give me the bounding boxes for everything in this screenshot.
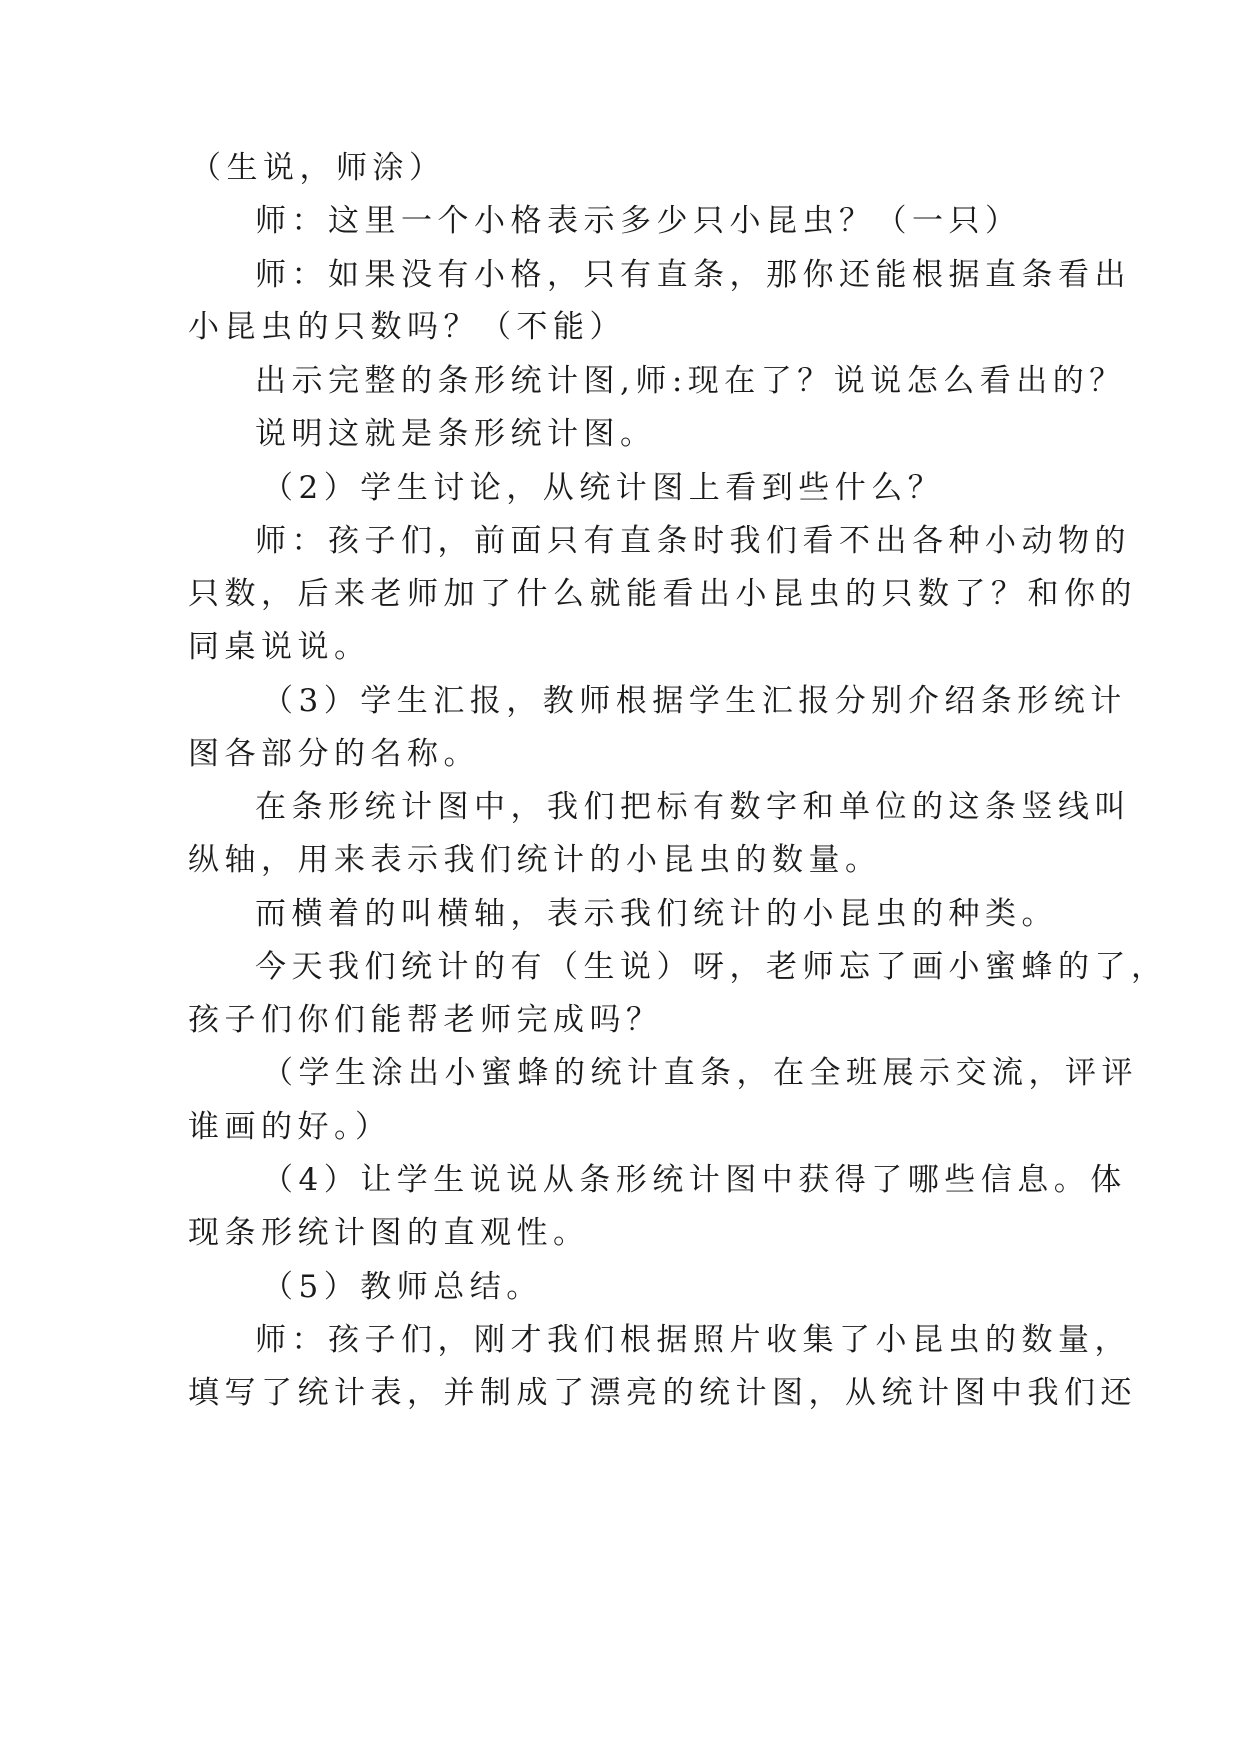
text-line: 孩子们你们能帮老师完成吗？	[188, 1002, 663, 1038]
text-line: （5）教师总结。	[262, 1269, 543, 1305]
text-line: 小昆虫的只数吗？（不能）	[188, 309, 626, 345]
text-line: 谁画的好。）	[188, 1109, 392, 1145]
text-line: （学生涂出小蜜蜂的统计直条，在全班展示交流，评评	[262, 1055, 1138, 1091]
text-line: 师：孩子们，刚才我们根据照片收集了小昆虫的数量，	[255, 1322, 1131, 1358]
text-line: 图各部分的名称。	[188, 736, 480, 772]
text-line: 同桌说说。	[188, 629, 371, 665]
text-line: 纵轴，用来表示我们统计的小昆虫的数量。	[188, 842, 882, 878]
text-line: （4）让学生说说从条形统计图中获得了哪些信息。体	[262, 1162, 1127, 1198]
text-line: 在条形统计图中，我们把标有数字和单位的这条竖线叫	[255, 789, 1131, 825]
text-line: 出示完整的条形统计图,师:现在了？说说怎么看出的？	[255, 363, 1126, 399]
text-line: 而横着的叫横轴，表示我们统计的小昆虫的种类。	[255, 896, 1058, 932]
text-line: 填写了统计表，并制成了漂亮的统计图，从统计图中我们还	[188, 1375, 1137, 1411]
text-line: 只数，后来老师加了什么就能看出小昆虫的只数了？和你的	[188, 576, 1137, 612]
text-line: 师：如果没有小格，只有直条，那你还能根据直条看出	[255, 257, 1131, 293]
text-line: 说明这就是条形统计图。	[255, 416, 657, 452]
text-line: 今天我们统计的有（生说）呀，老师忘了画小蜜蜂的了，	[255, 949, 1168, 985]
text-line: （生说，师涂）	[190, 150, 446, 186]
text-line: 现条形统计图的直观性。	[188, 1215, 590, 1251]
text-line: 师：孩子们，前面只有直条时我们看不出各种小动物的	[255, 523, 1131, 559]
text-line: 师：这里一个小格表示多少只小昆虫？（一只）	[255, 203, 1022, 239]
text-line: （3）学生汇报，教师根据学生汇报分别介绍条形统计	[262, 683, 1127, 719]
text-line: （2）学生讨论，从统计图上看到些什么？	[262, 470, 945, 506]
